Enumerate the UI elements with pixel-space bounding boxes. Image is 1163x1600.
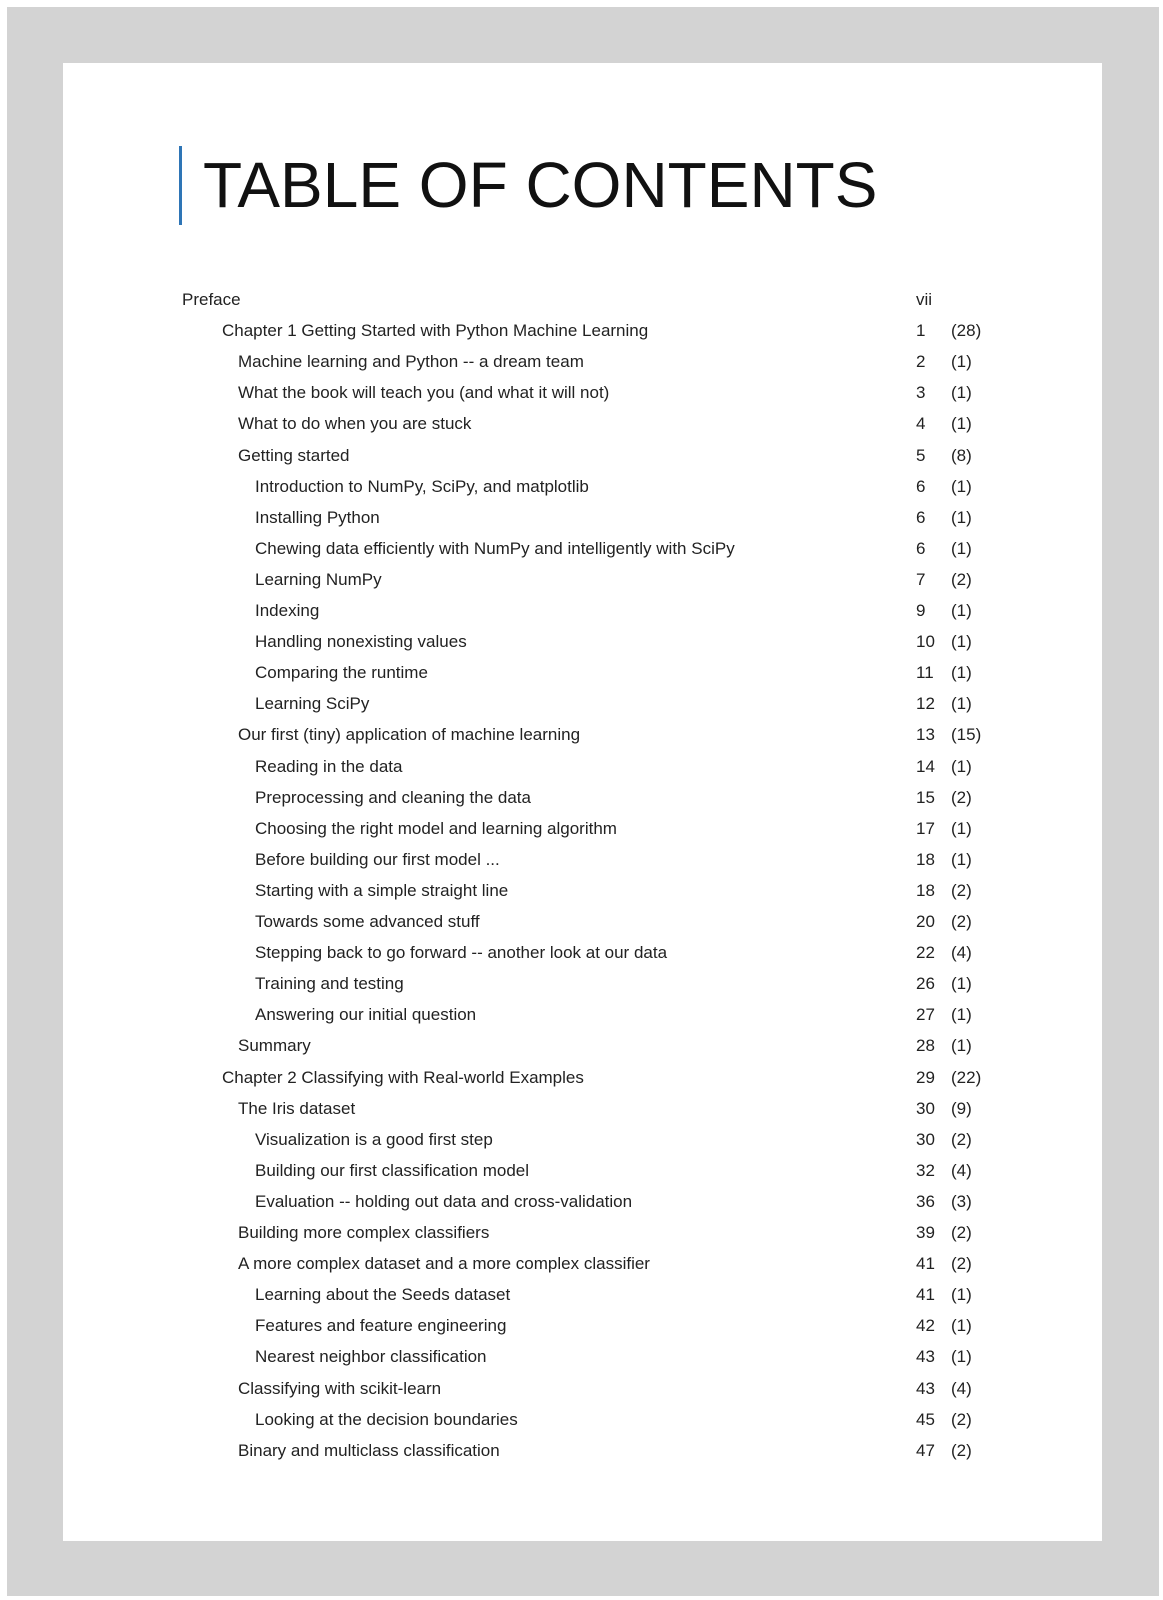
toc-entry-label: Before building our first model ... bbox=[255, 849, 500, 869]
toc-entry-label: What the book will teach you (and what it will not) bbox=[238, 383, 610, 403]
toc-entry-count: (2) bbox=[951, 1129, 972, 1149]
document-page bbox=[63, 63, 1102, 1541]
toc-entry-count: (1) bbox=[951, 383, 972, 403]
toc-entry-label: Comparing the runtime bbox=[255, 663, 428, 683]
toc-entry-label: The Iris dataset bbox=[238, 1098, 356, 1118]
toc-entry-count: (1) bbox=[951, 1316, 972, 1336]
toc-entry-page: 6 bbox=[916, 507, 926, 527]
toc-entry[interactable] bbox=[63, 1063, 1102, 1093]
toc-entry-label: Preface bbox=[182, 290, 241, 309]
toc-entry-page: vii bbox=[916, 290, 933, 309]
toc-entry-page: 29 bbox=[916, 1067, 935, 1087]
toc-entry-page: 1 bbox=[916, 321, 926, 341]
toc-entry-page: 6 bbox=[916, 538, 926, 558]
toc-entry[interactable] bbox=[63, 1156, 1102, 1186]
toc-entry-page: 18 bbox=[916, 849, 935, 869]
toc-entry-label: Introduction to NumPy, SciPy, and matplotlib bbox=[255, 476, 589, 496]
toc-entry-count: (1) bbox=[951, 632, 972, 652]
toc-entry-page: 5 bbox=[916, 445, 926, 465]
toc-entry-label: Chapter 2 Classifying with Real-world Examples bbox=[222, 1067, 584, 1087]
toc-entry-page: 10 bbox=[916, 632, 935, 652]
toc-entry-label: A more complex dataset and a more complex classifier bbox=[238, 1254, 650, 1274]
toc-entry-count: (15) bbox=[951, 725, 982, 745]
toc-entry-label: Summary bbox=[238, 1036, 311, 1056]
toc-entry-page: 43 bbox=[916, 1378, 935, 1398]
toc-entry[interactable] bbox=[63, 1436, 1102, 1466]
toc-entry[interactable] bbox=[63, 534, 1102, 564]
toc-entry-count: (2) bbox=[951, 912, 972, 931]
toc-entry-page: 17 bbox=[916, 818, 935, 838]
toc-entry-page: 42 bbox=[916, 1316, 935, 1336]
toc-entry-label: Installing Python bbox=[255, 507, 380, 527]
toc-entry-page: 36 bbox=[916, 1191, 935, 1211]
toc-entry-label: Choosing the right model and learning algorithm bbox=[255, 818, 617, 838]
toc-entry[interactable] bbox=[63, 1374, 1102, 1404]
toc-entry-count: (1) bbox=[951, 756, 972, 776]
toc-entry-label: Learning about the Seeds dataset bbox=[255, 1285, 511, 1305]
toc-entry-label: Answering our initial question bbox=[255, 1005, 477, 1025]
toc-entry-label: Chewing data efficiently with NumPy and intelligently with SciPy bbox=[255, 538, 735, 558]
toc-entry-count: (1) bbox=[951, 476, 972, 496]
toc-entry-page: 4 bbox=[916, 414, 926, 434]
toc-entry[interactable] bbox=[63, 1187, 1102, 1217]
toc-entry-label: Preprocessing and cleaning the data bbox=[255, 787, 531, 807]
toc-entry-page: 26 bbox=[916, 974, 935, 994]
toc-entry[interactable] bbox=[63, 1280, 1102, 1310]
toc-entry-page: 28 bbox=[916, 1036, 935, 1056]
toc-entry[interactable] bbox=[63, 720, 1102, 750]
toc-entry-count: (4) bbox=[951, 1160, 972, 1180]
toc-entry-label: Handling nonexisting values bbox=[255, 632, 467, 652]
toc-entry-label: Chapter 1 Getting Started with Python Machine Learning bbox=[222, 321, 649, 341]
page-title: TABLE OF CONTENTS bbox=[203, 149, 878, 221]
toc-entry-count: (1) bbox=[951, 974, 972, 994]
toc-entry-page: 7 bbox=[916, 569, 926, 589]
toc-entry-page: 30 bbox=[916, 1129, 935, 1149]
toc-entry-count: (1) bbox=[951, 663, 972, 683]
toc-entry-count: (22) bbox=[951, 1067, 982, 1087]
toc-entry-label: Towards some advanced stuff bbox=[255, 912, 480, 931]
toc-entry-count: (1) bbox=[951, 352, 972, 372]
toc-entry[interactable] bbox=[63, 938, 1102, 968]
toc-entry-page: 47 bbox=[916, 1440, 935, 1460]
toc-entry[interactable] bbox=[63, 1000, 1102, 1030]
toc-entry[interactable] bbox=[63, 1125, 1102, 1155]
toc-entry-page: 9 bbox=[916, 601, 926, 620]
toc-entry-page: 22 bbox=[916, 943, 935, 963]
toc-entry[interactable] bbox=[63, 503, 1102, 533]
toc-entry[interactable] bbox=[63, 472, 1102, 502]
toc-entry-label: Learning SciPy bbox=[255, 694, 370, 714]
toc-entry-label: Building more complex classifiers bbox=[238, 1223, 490, 1242]
toc-entry[interactable] bbox=[63, 1218, 1102, 1248]
toc-entry-label: What to do when you are stuck bbox=[238, 414, 472, 434]
toc-entry[interactable] bbox=[63, 316, 1102, 346]
toc-entry-page: 6 bbox=[916, 476, 926, 496]
toc-entry-count: (2) bbox=[951, 1440, 972, 1460]
toc-entry[interactable] bbox=[63, 378, 1102, 408]
toc-entry[interactable] bbox=[63, 1342, 1102, 1372]
toc-entry-label: Reading in the data bbox=[255, 756, 403, 776]
toc-entry-page: 12 bbox=[916, 694, 935, 714]
toc-entry[interactable] bbox=[63, 409, 1102, 439]
toc-entry-label: Features and feature engineering bbox=[255, 1316, 507, 1336]
toc-entry-page: 45 bbox=[916, 1409, 935, 1429]
toc-entry[interactable] bbox=[63, 1249, 1102, 1279]
toc-entry-page: 41 bbox=[916, 1254, 935, 1274]
toc-entry-count: (2) bbox=[951, 569, 972, 589]
toc-entry-label: Visualization is a good first step bbox=[255, 1129, 493, 1149]
toc-entry-page: 11 bbox=[916, 663, 934, 683]
toc-entry-count: (28) bbox=[951, 321, 982, 341]
toc-entry-count: (1) bbox=[951, 1285, 972, 1305]
toc-entry[interactable] bbox=[63, 814, 1102, 844]
toc-entry[interactable] bbox=[63, 907, 1102, 937]
toc-entry-count: (1) bbox=[951, 818, 972, 838]
toc-entry-count: (2) bbox=[951, 1409, 972, 1429]
toc-entry-page: 14 bbox=[916, 756, 935, 776]
toc-entry-label: Classifying with scikit-learn bbox=[238, 1378, 442, 1398]
toc-entry-count: (1) bbox=[951, 507, 972, 527]
toc-entry-count: (1) bbox=[951, 694, 972, 714]
toc-entry-count: (1) bbox=[951, 1036, 972, 1056]
toc-entry[interactable] bbox=[63, 285, 1102, 315]
toc-entry-page: 2 bbox=[916, 352, 926, 372]
toc-entry-page: 43 bbox=[916, 1347, 935, 1367]
toc-entry-count: (4) bbox=[951, 943, 972, 963]
toc-entry-count: (2) bbox=[951, 1254, 972, 1274]
toc-entry[interactable] bbox=[63, 1311, 1102, 1341]
toc-entry[interactable] bbox=[63, 845, 1102, 875]
toc-entry-count: (1) bbox=[951, 1347, 972, 1367]
toc-entry-count: (1) bbox=[951, 414, 972, 434]
toc-entry-page: 39 bbox=[916, 1223, 935, 1242]
toc-entry-page: 27 bbox=[916, 1005, 935, 1025]
toc-entry[interactable] bbox=[63, 596, 1102, 626]
toc-entry[interactable] bbox=[63, 658, 1102, 688]
toc-entry-label: Nearest neighbor classification bbox=[255, 1347, 487, 1367]
toc-entry-count: (1) bbox=[951, 538, 972, 558]
toc-entry-label: Stepping back to go forward -- another look at our data bbox=[255, 943, 668, 963]
toc-entry[interactable] bbox=[63, 876, 1102, 906]
toc-entry-count: (2) bbox=[951, 1223, 972, 1242]
toc-entry-label: Learning NumPy bbox=[255, 569, 382, 589]
toc-entry-label: Looking at the decision boundaries bbox=[255, 1409, 518, 1429]
toc-entry[interactable] bbox=[63, 347, 1102, 377]
toc-entry-count: (1) bbox=[951, 849, 972, 869]
toc-entry[interactable] bbox=[63, 783, 1102, 813]
toc-entry[interactable] bbox=[63, 565, 1102, 595]
toc-entry-label: Indexing bbox=[255, 601, 320, 620]
toc-entry[interactable] bbox=[63, 1031, 1102, 1061]
toc-entry[interactable] bbox=[63, 1094, 1102, 1124]
title-accent-bar bbox=[179, 146, 182, 225]
toc-entry-count: (1) bbox=[951, 601, 972, 620]
toc-entry-count: (4) bbox=[951, 1378, 972, 1398]
toc-entry[interactable] bbox=[63, 752, 1102, 782]
toc-entry[interactable] bbox=[63, 627, 1102, 657]
toc-entry[interactable] bbox=[63, 969, 1102, 999]
toc-entry-label: Starting with a simple straight line bbox=[255, 880, 509, 900]
toc-entry-label: Evaluation -- holding out data and cross-validation bbox=[255, 1191, 633, 1211]
toc-entry[interactable] bbox=[63, 1405, 1102, 1435]
toc-entry-page: 41 bbox=[916, 1285, 935, 1305]
toc-entry-page: 30 bbox=[916, 1098, 935, 1118]
toc-entry[interactable] bbox=[63, 441, 1102, 471]
toc-entry-label: Training and testing bbox=[255, 974, 404, 994]
toc-entry-label: Our first (tiny) application of machine learning bbox=[238, 725, 581, 745]
toc-entry-count: (1) bbox=[951, 1005, 972, 1025]
toc-entry-page: 32 bbox=[916, 1160, 935, 1180]
toc-entry-page: 18 bbox=[916, 880, 935, 900]
toc-entry-count: (9) bbox=[951, 1098, 972, 1118]
toc-entry-label: Getting started bbox=[238, 445, 350, 465]
toc-entry-page: 20 bbox=[916, 912, 935, 931]
toc-entry-page: 15 bbox=[916, 787, 935, 807]
toc-entry-page: 3 bbox=[916, 383, 926, 403]
toc-entry-count: (2) bbox=[951, 880, 972, 900]
toc-entry-count: (8) bbox=[951, 445, 972, 465]
toc-entry[interactable] bbox=[63, 689, 1102, 719]
toc-entry-page: 13 bbox=[916, 725, 935, 745]
toc-entry-label: Building our first classification model bbox=[255, 1160, 530, 1180]
toc-entry-count: (3) bbox=[951, 1191, 972, 1211]
toc-entry-count: (2) bbox=[951, 787, 972, 807]
toc-entry-label: Machine learning and Python -- a dream team bbox=[238, 352, 584, 372]
toc-entry-label: Binary and multiclass classification bbox=[238, 1440, 500, 1460]
